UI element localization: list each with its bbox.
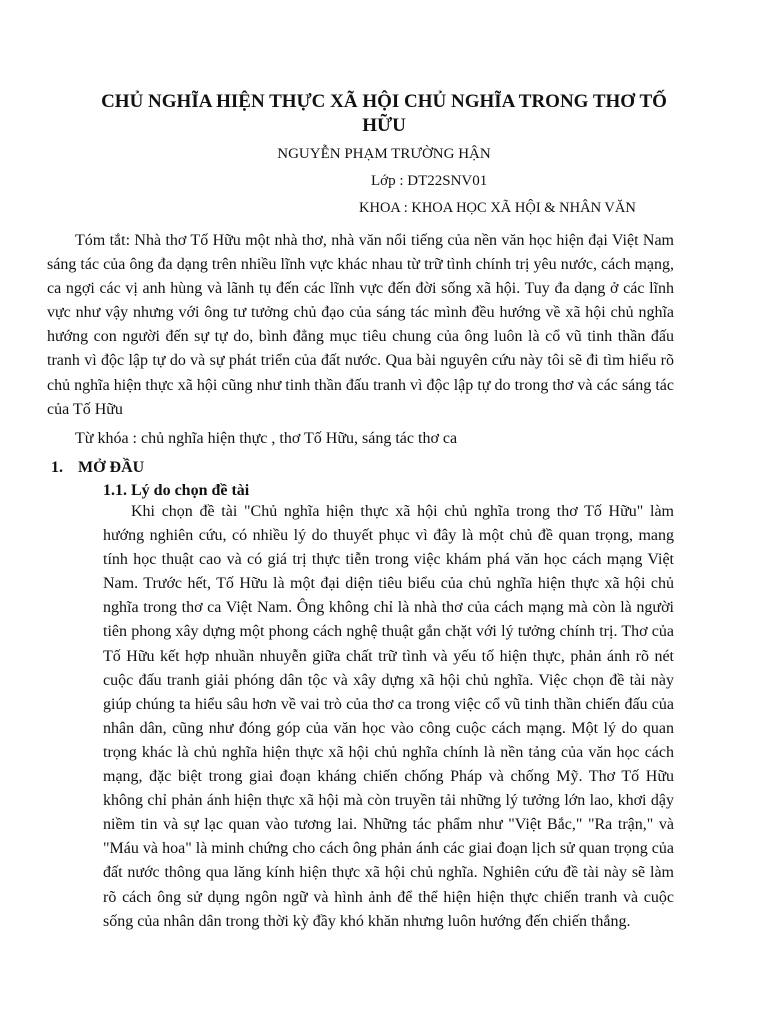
section-heading [51, 459, 144, 477]
faculty-line: KHOA : KHOA HỌC XÃ HỘI & NHÂN VĂN [359, 200, 636, 216]
body-paragraph: Khi chọn đề tài "Chủ nghĩa hiện thực xã hội chủ nghĩa trong thơ Tố Hữu" làm hướng nghiên cứu, có nhiều lý do thuyết phục vì đây là một chủ đề quan trọng, mang tính học thuật cao và có giá trị thực tiễn trong việc khám phá văn học cách mạng Việt Nam. Trước hết, Tố Hữu là một đại diện tiêu biểu của chủ nghĩa hiện thực xã hội chủ nghĩa trong thơ ca Việt Nam. Ông không chỉ là nhà thơ của cách mạng mà còn là người tiên phong xây dựng một phong cách nghệ thuật gắn chặt với lý tưởng chính trị. Thơ của Tố Hữu kết hợp nhuần nhuyễn giữa chất trữ tình và yếu tố hiện thực, phản ánh rõ nét cuộc đấu tranh giải phóng dân tộc và xây dựng xã hội chủ nghĩa. Việc chọn đề tài này giúp chúng ta hiểu sâu hơn về vai trò của thơ ca trong việc cổ vũ tinh thần chiến đấu của nhân dân, cũng như đóng góp của văn học vào công cuộc cách mạng. Một lý do quan trọng khác là chủ nghĩa hiện thực xã hội chủ nghĩa chính là nền tảng của văn học cách mạng, đặc biệt trong giai đoạn kháng chiến chống Pháp và chống Mỹ. Thơ Tố Hữu không chỉ phản ánh hiện thực xã hội mà còn truyền tải những lý tưởng lớn lao, khơi dậy niềm tin và sự lạc quan vào tương lai. Những tác phẩm như "Việt Bắc," "Ra trận," và "Máu và hoa" là minh chứng cho cách ông phản ánh các giai đoạn lịch sử quan trọng của đất nước thông qua lăng kính hiện thực xã hội chủ nghĩa. Nghiên cứu đề tài này sẽ làm rõ cách ông sử dụng ngôn ngữ và hình ảnh để thể hiện hiện thực chiến tranh và cuộc sống của nhân dân trong thời kỳ đầy khó khăn nhưng luôn hướng đến chiến thắng. [103, 503, 674, 930]
class-line: Lớp : DT22SNV01 [371, 173, 488, 189]
section-number: 1. [51, 459, 63, 476]
keywords-line: Từ khóa : chủ nghĩa hiện thực , thơ Tố Hữu, sáng tác thơ ca [75, 430, 458, 447]
document-title: CHỦ NGHĨA HIỆN THỰC XÃ HỘI CHỦ NGHĨA TRONG THƠ TỐ HỮU [101, 91, 667, 136]
abstract-paragraph: Tóm tắt: Nhà thơ Tố Hữu một nhà thơ, nhà văn nổi tiếng của nền văn học hiện đại Việt Nam sáng tác của ông đa dạng trên nhiều lĩnh vực khác nhau từ trữ tình chính trị yêu nước, cách mạng, ca ngợi các vị anh hùng và lãnh tụ đến các lĩnh vực đến đời sống xã hội. Tuy đa dạng ở các lĩnh vực như vậy nhưng với ông tư tưởng chủ đạo của sáng tác mình đều hướng về xã hội chủ nghĩa hướng con người đến sự tự do, bình đẳng mục tiêu chung của ông luôn là cổ vũ tinh thần đấu tranh vì độc lập tự do và sự phát triển của đất nước. Qua bài nguyên cứu này tôi sẽ đi tìm hiểu rõ chủ nghĩa hiện thực xã hội cũng như tinh thần đấu tranh vì độc lập tự do trong thơ và các sáng tác của Tố Hữu [47, 232, 674, 418]
author-name: NGUYỄN PHẠM TRƯỜNG HẬN [277, 146, 491, 162]
subsection-heading: 1.1. Lý do chọn đề tài [103, 482, 250, 499]
section-title: MỞ ĐẦU [78, 459, 145, 476]
